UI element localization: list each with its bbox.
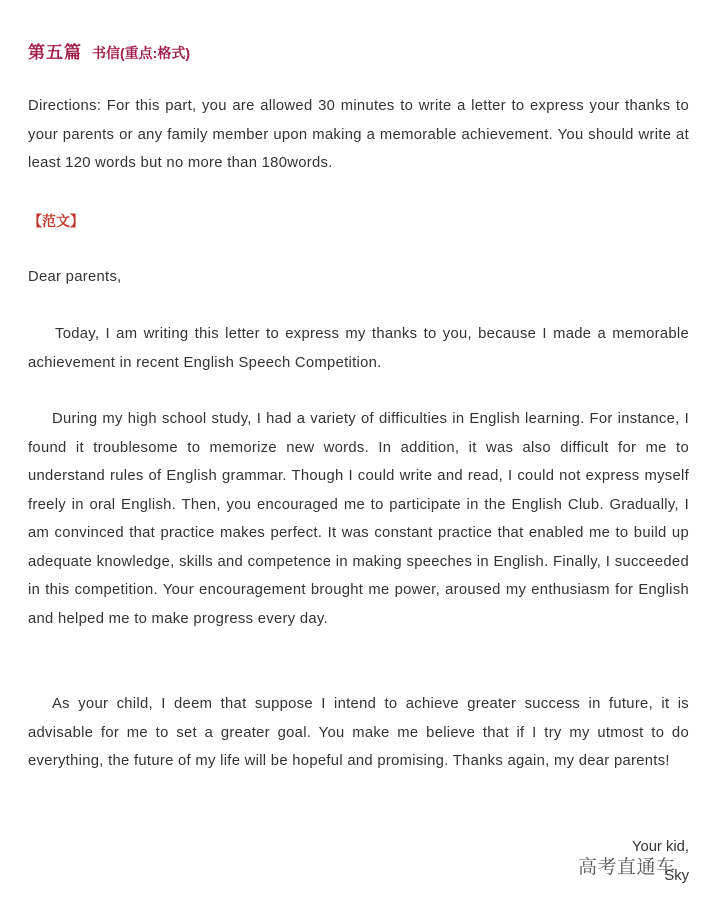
- letter-paragraph-2: During my high school study, I had a variety of difficulties in English learning. For instance, I found it troublesome to memorize new words. In addition, it was also difficult for me to understand rules of English grammar. Though I could write and read, I could not express myself freely in oral English. Then, you encouraged me to participate in the English Club. Gradually, I am convinced that practice makes perfect. It was constant practice that enabled me to build up adequate knowledge, skills and competence in making speeches in English. Finally, I succeeded in this competition. Your encouragement brought me power, aroused my enthusiasm for English and helped me to make progress every day.: [28, 411, 689, 627]
- letter-signature: Sky: [664, 868, 689, 884]
- letter-paragraph-1: Today, I am writing this letter to express my thanks to you, because I made a memorable achievement in recent English Speech Competition.: [28, 326, 689, 371]
- letter-salutation: Dear parents,: [28, 269, 122, 285]
- letter-paragraph-3: As your child, I deem that suppose I intend to achieve greater success in future, it is advisable for me to set a greater goal. You make me believe that if I try my utmost to do everything, the future of my life will be hopeful and promising. Thanks again, my dear parents!: [28, 696, 689, 769]
- page-subtitle: 书信(重点:格式): [92, 45, 190, 61]
- page-title: 第五篇: [28, 43, 82, 62]
- directions-paragraph: Directions: For this part, you are allowed 30 minutes to write a letter to express your thanks to your parents or any family member upon making a memorable achievement. You should write at least 120 words but no more than 180words.: [28, 98, 689, 171]
- watermark-text: 高考直通车: [578, 856, 676, 878]
- title-row: [28, 38, 190, 63]
- section-label: 【范文】: [28, 213, 84, 229]
- letter-closing: Your kid,: [631, 839, 689, 855]
